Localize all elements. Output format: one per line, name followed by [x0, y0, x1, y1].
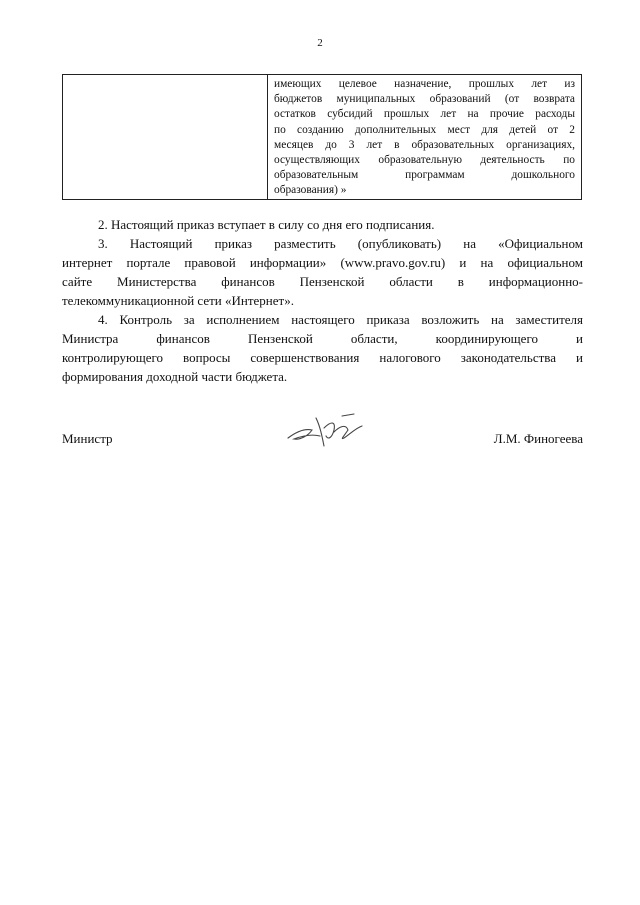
table-line: бюджетов муниципальных образований (от возврата: [274, 93, 575, 106]
table-line: остатков субсидий прошлых лет на прочие расходы: [274, 108, 575, 121]
table-line: осуществляющих образовательную деятельность по: [274, 154, 575, 167]
paragraph-line: контролирующего вопросы совершенствования налогового законодательства и: [62, 350, 583, 365]
paragraph-2: [62, 215, 583, 234]
table-cell-text: [268, 75, 581, 199]
signatory-role: Министр: [62, 431, 113, 446]
table-line: имеющих целевое назначение, прошлых лет из: [274, 78, 575, 90]
paragraph-line: Министра финансов Пензенской области, координирующего и: [62, 331, 583, 346]
table-line: месяцев до 3 лет в образовательных организациях,: [274, 138, 575, 151]
paragraph-line: сайте Министерства финансов Пензенской области в информационно-: [62, 274, 583, 289]
handwritten-signature: [282, 406, 372, 456]
paragraph-line: 2. Настоящий приказ вступает в силу со дня его подписания.: [98, 217, 435, 232]
paragraph-line: телекоммуникационной сети «Интернет».: [62, 293, 294, 308]
paragraph-3: [62, 234, 583, 310]
table-line: по созданию дополнительных мест для детей от 2: [274, 123, 575, 136]
paragraph-line: 3. Настоящий приказ разместить (опубликовать) на «Официальном: [98, 236, 583, 251]
paragraph-line: 4. Контроль за исполнением настоящего приказа возложить на заместителя: [98, 312, 583, 327]
signature-block: [62, 428, 583, 468]
paragraph-4: [62, 310, 583, 386]
table-line: образовательным программам дошкольного: [274, 169, 575, 182]
document-body: [62, 215, 583, 386]
table-line: образования) »: [274, 184, 347, 197]
signatory-name: Л.М. Финогеева: [493, 431, 583, 446]
table-continuation: [62, 74, 582, 200]
paragraph-line: интернет портале правовой информации» (www.pravo.gov.ru) и на официальном: [62, 255, 583, 270]
paragraph-line: формирования доходной части бюджета.: [62, 369, 288, 384]
page-number: 2: [317, 37, 323, 49]
table-cell-empty: [63, 75, 268, 199]
